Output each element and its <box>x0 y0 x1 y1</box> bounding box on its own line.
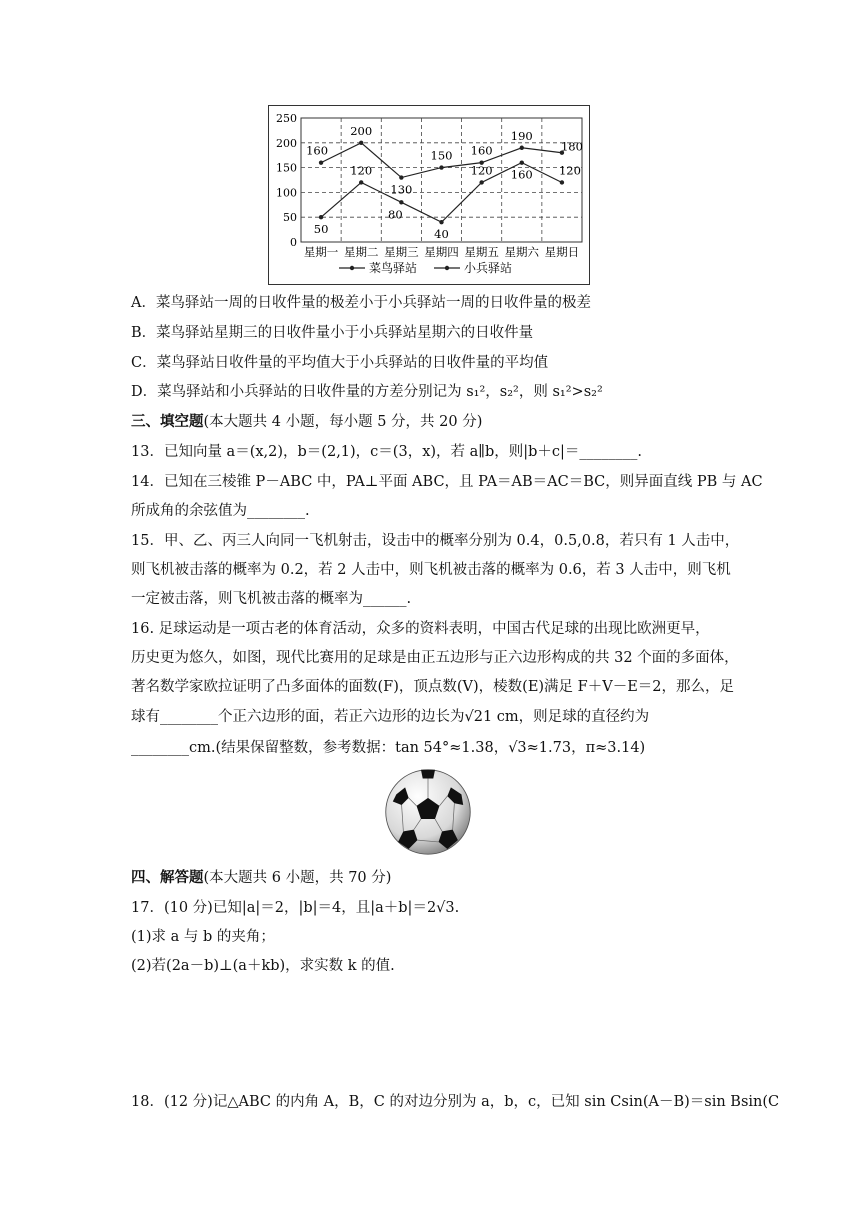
data-point <box>319 215 323 219</box>
data-label: 160 <box>470 143 493 158</box>
soccer-ball-image <box>384 768 472 856</box>
x-tick-label: 星期一 <box>303 245 339 259</box>
data-point <box>479 180 483 184</box>
data-point <box>439 165 443 169</box>
data-point <box>560 180 564 184</box>
section-4-desc: (本大题共 6 小题，共 70 分) <box>203 870 392 886</box>
data-label: 40 <box>434 227 449 242</box>
option-b: B．菜鸟驿站星期三的日收件量小于小兵驿站星期六的日收件量 <box>131 325 534 341</box>
section-3-heading <box>131 412 482 432</box>
question-14-line-1: 14．已知在三棱锥 P－ABC 中，PA⊥平面 ABC，且 PA＝AB＝AC＝BC，则异面直线 PB 与 AC <box>131 474 763 490</box>
section-4-title: 四、解答题 <box>131 869 204 886</box>
question-17-line-1: 17．(10 分)已知|a|＝2，|b|＝4，且|a＋b|＝2√3. <box>131 900 460 916</box>
line-chart <box>268 105 590 285</box>
data-label: 180 <box>560 139 583 154</box>
question-16-line-4: 球有________个正六边形的面，若正六边形的边长为√21 cm，则足球的直径约为 <box>131 709 650 725</box>
legend-swatch-marker <box>350 266 354 270</box>
x-tick-label: 星期日 <box>544 245 580 259</box>
question-16-line-2: 历史更为悠久，如图，现代比赛用的足球是由正五边形与正六边形构成的共 32 个面的多面体， <box>131 650 739 666</box>
data-label: 200 <box>350 123 373 138</box>
data-label: 50 <box>313 222 329 237</box>
question-15-line-3: 一定被击落，则飞机被击落的概率为______. <box>131 591 412 607</box>
question-15-line-1: 15．甲、乙、丙三人向同一飞机射击，设击中的概率分别为 0.4，0.5,0.8，若只有 1 人击中， <box>131 533 740 549</box>
y-tick-label: 250 <box>276 112 297 125</box>
data-label: 160 <box>306 143 329 158</box>
data-label: 130 <box>390 182 413 197</box>
y-tick-label: 50 <box>283 211 297 225</box>
x-tick-label: 星期六 <box>504 245 540 259</box>
question-13: 13．已知向量 a＝(x,2)，b＝(2,1)，c＝(3，x)，若 a∥b，则|b＋c|＝________. <box>131 444 643 460</box>
data-point <box>439 220 443 224</box>
data-label: 160 <box>510 167 533 182</box>
question-14-line-2: 所成角的余弦值为________. <box>131 503 310 519</box>
chart-svg <box>269 106 589 284</box>
section-4-heading <box>131 868 391 888</box>
section-3-title: 三、填空题 <box>131 413 204 430</box>
option-d: D．菜鸟驿站和小兵驿站的日收件量的方差分别记为 s₁²，s₂²，则 s₁²>s₂² <box>131 384 603 400</box>
y-tick-label: 0 <box>290 236 297 249</box>
question-16-line-5: ________cm.(结果保留整数，参考数据：tan 54°≈1.38，√3≈1.73，π≈3.14) <box>131 740 646 756</box>
question-18: 18．(12 分)记△ABC 的内角 A，B，C 的对边分别为 a，b，c，已知 sin Csin(A－B)＝sin Bsin(C <box>131 1094 780 1110</box>
data-label: 120 <box>350 163 373 178</box>
option-c: C．菜鸟驿站日收件量的平均值大于小兵驿站的日收件量的平均值 <box>131 355 549 371</box>
data-point <box>359 180 363 184</box>
question-16-line-1: 16. 足球运动是一项古老的体育活动，众多的资料表明，中国古代足球的出现比欧洲更早， <box>131 621 710 637</box>
data-point <box>359 141 363 145</box>
data-point <box>520 146 524 150</box>
y-tick-label: 200 <box>276 136 297 150</box>
question-16-line-3: 著名数学家欧拉证明了凸多面体的面数(F)，顶点数(V)，棱数(E)满足 F＋V－E＝2，那么，足 <box>131 679 735 695</box>
x-tick-label: 星期五 <box>464 245 499 259</box>
data-label: 150 <box>430 148 453 163</box>
legend-label: 小兵驿站 <box>464 261 513 275</box>
data-point <box>399 200 403 204</box>
x-tick-label: 星期四 <box>424 245 459 259</box>
legend-swatch-marker <box>445 266 449 270</box>
x-tick-label: 星期三 <box>384 245 419 259</box>
question-15-line-2: 则飞机被击落的概率为 0.2，若 2 人击中，则飞机被击落的概率为 0.6，若 3 人击中，则飞机 <box>131 562 731 578</box>
section-3-desc: (本大题共 4 小题，每小题 5 分，共 20 分) <box>203 414 483 430</box>
option-a: A．菜鸟驿站一周的日收件量的极差小于小兵驿站一周的日收件量的极差 <box>131 295 591 311</box>
data-label: 80 <box>388 207 403 222</box>
question-17-part-2: (2)若(2a－b)⊥(a＋kb)，求实数 k 的值. <box>131 958 395 974</box>
legend-label: 菜鸟驿站 <box>369 261 418 275</box>
data-label: 120 <box>558 163 581 178</box>
y-tick-label: 150 <box>276 161 297 175</box>
data-label: 120 <box>470 163 493 178</box>
x-tick-label: 星期二 <box>343 245 379 259</box>
data-point <box>520 160 524 164</box>
question-17-part-1: (1)求 a 与 b 的夹角； <box>131 929 275 945</box>
data-label: 190 <box>510 128 533 143</box>
data-point <box>319 160 323 164</box>
data-point <box>399 175 403 179</box>
y-tick-label: 100 <box>276 186 297 200</box>
